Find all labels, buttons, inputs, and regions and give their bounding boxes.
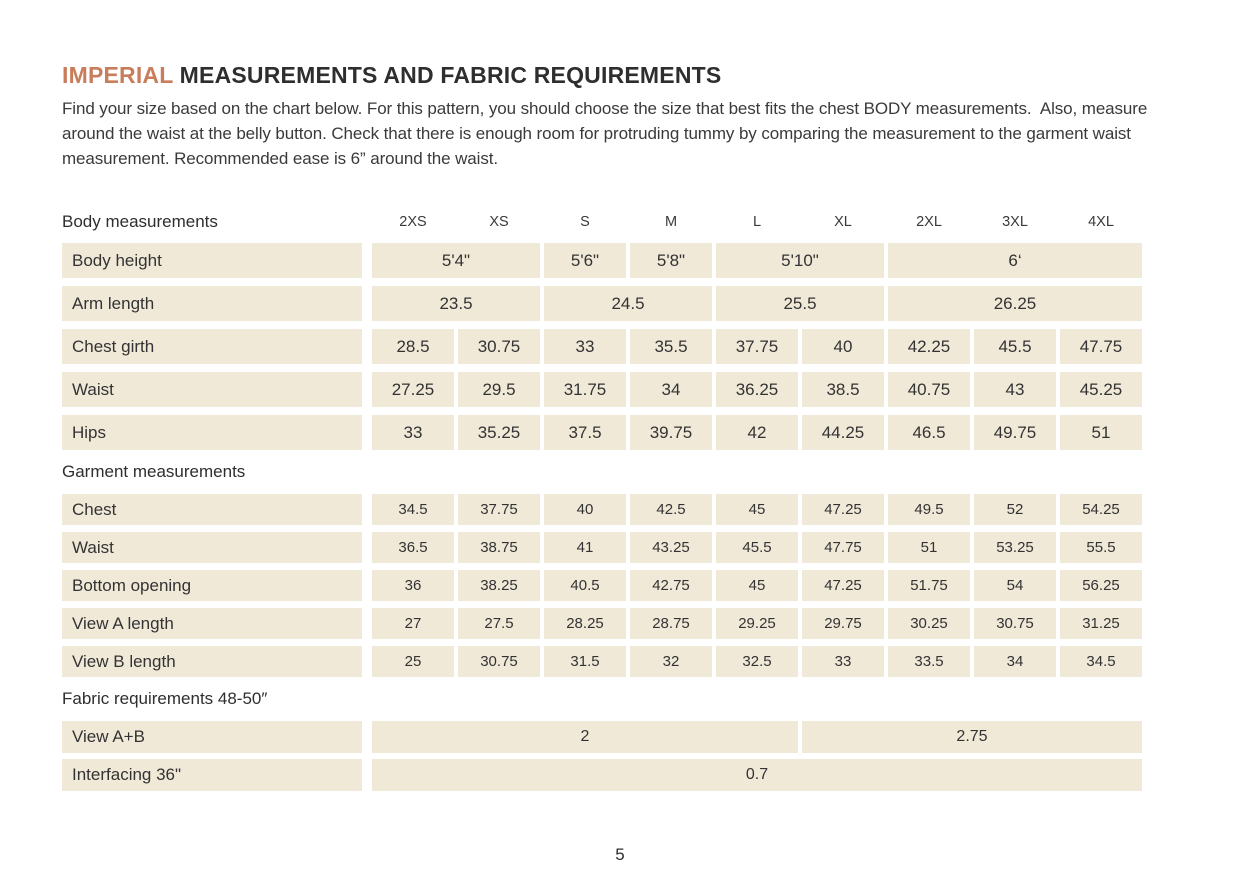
section-title: Fabric requirements 48-50″	[62, 689, 268, 708]
table-cell: 30.75	[974, 608, 1056, 639]
table-cell: 42.75	[630, 570, 712, 601]
table-cell: 28.5	[372, 329, 454, 364]
size-column-header: 3XL	[1002, 214, 1028, 230]
section-title: Garment measurements	[62, 462, 246, 481]
size-column-header: 2XS	[399, 214, 427, 230]
size-column-header: XL	[834, 214, 852, 230]
table-row	[62, 570, 1142, 601]
table-cell: 55.5	[1060, 532, 1142, 563]
table-cell: 43	[974, 372, 1056, 407]
table-cell: 37.75	[458, 494, 540, 525]
table-cell: 56.25	[1060, 570, 1142, 601]
table-cell: 27.5	[458, 608, 540, 639]
table-cell: 30.75	[458, 646, 540, 677]
table-cell: 28.75	[630, 608, 712, 639]
table-cell: 36.5	[372, 532, 454, 563]
table-cell: 45	[716, 570, 798, 601]
row-label: Interfacing 36"	[62, 759, 362, 791]
row-label: Waist	[62, 372, 362, 407]
table-cell: 38.5	[802, 372, 884, 407]
table-row	[62, 532, 1142, 563]
size-column-header: S	[580, 214, 590, 230]
table-row	[62, 759, 1142, 791]
table-cell: 45.5	[716, 532, 798, 563]
table-row	[62, 608, 1142, 639]
table-cell: 44.25	[802, 415, 884, 450]
table-cell: 32.5	[716, 646, 798, 677]
table-cell: 23.5	[372, 286, 540, 321]
table-row	[62, 494, 1142, 525]
table-cell: 27.25	[372, 372, 454, 407]
table-cell: 52	[974, 494, 1056, 525]
table-cell: 29.75	[802, 608, 884, 639]
table-cell: 40.5	[544, 570, 626, 601]
table-cell: 25	[372, 646, 454, 677]
column-header-label: Body measurements	[62, 212, 218, 231]
table-cell: 28.25	[544, 608, 626, 639]
table-cell: 38.75	[458, 532, 540, 563]
size-column-header: L	[752, 214, 762, 230]
table-cell: 31.75	[544, 372, 626, 407]
table-cell: 40	[802, 329, 884, 364]
table-cell: 26.25	[888, 286, 1142, 321]
table-cell: 42	[716, 415, 798, 450]
table-cell: 5'10"	[716, 243, 884, 278]
table-cell: 45.5	[974, 329, 1056, 364]
row-label: View B length	[62, 646, 362, 677]
row-label: Waist	[62, 532, 362, 563]
table-cell: 40	[544, 494, 626, 525]
row-label: Arm length	[62, 286, 362, 321]
table-cell: 45	[716, 494, 798, 525]
table-cell: 27	[372, 608, 454, 639]
table-cell: 5'8"	[630, 243, 712, 278]
table-cell: 49.5	[888, 494, 970, 525]
table-cell: 47.25	[802, 570, 884, 601]
title-accent: IMPERIAL	[62, 62, 174, 88]
table-cell: 51	[1060, 415, 1142, 450]
table-cell: 33	[544, 329, 626, 364]
table-cell: 45.25	[1060, 372, 1142, 407]
table-row	[62, 372, 1142, 407]
size-chart	[62, 209, 1142, 791]
table-cell: 47.25	[802, 494, 884, 525]
table-cell: 0.7	[372, 759, 1142, 791]
table-cell: 29.25	[716, 608, 798, 639]
table-cell: 51.75	[888, 570, 970, 601]
table-cell: 5'4"	[372, 243, 540, 278]
table-cell: 46.5	[888, 415, 970, 450]
table-cell: 42.25	[888, 329, 970, 364]
row-label: View A+B	[62, 721, 362, 753]
table-cell: 35.25	[458, 415, 540, 450]
table-cell: 30.75	[458, 329, 540, 364]
size-column-header: 4XL	[1088, 214, 1114, 230]
size-column-header: XS	[489, 214, 509, 230]
intro-paragraph: Find your size based on the chart below. For this pattern, you should choose the size that best fits the chest BODY measurements. Also, measure around the waist at the belly button. Check that there is enough room for protruding tummy by comparing the measurement to the garment waist measurement. Recommended ease is 6” around the waist.	[62, 99, 1152, 168]
row-label: Hips	[62, 415, 362, 450]
size-column-header: 2XL	[916, 214, 942, 230]
table-cell: 34	[974, 646, 1056, 677]
row-label: View A length	[62, 608, 362, 639]
table-cell: 40.75	[888, 372, 970, 407]
table-cell: 6‘	[888, 243, 1142, 278]
table-cell: 2	[372, 721, 798, 753]
row-label: Body height	[62, 243, 362, 278]
table-cell: 54	[974, 570, 1056, 601]
table-cell: 2.75	[802, 721, 1142, 753]
size-column-header: M	[664, 214, 678, 230]
table-cell: 51	[888, 532, 970, 563]
row-label: Bottom opening	[62, 570, 362, 601]
page-title	[62, 62, 1178, 89]
table-cell: 29.5	[458, 372, 540, 407]
title-rest: MEASUREMENTS AND FABRIC REQUIREMENTS	[179, 62, 722, 88]
table-cell: 24.5	[544, 286, 712, 321]
table-cell: 53.25	[974, 532, 1056, 563]
table-cell: 34	[630, 372, 712, 407]
table-cell: 33	[372, 415, 454, 450]
table-row	[62, 329, 1142, 364]
table-cell: 54.25	[1060, 494, 1142, 525]
table-cell: 43.25	[630, 532, 712, 563]
table-cell: 34.5	[372, 494, 454, 525]
row-label: Chest girth	[62, 329, 362, 364]
page-number: 5	[615, 845, 625, 864]
table-row	[62, 646, 1142, 677]
table-cell: 31.25	[1060, 608, 1142, 639]
table-cell: 38.25	[458, 570, 540, 601]
table-cell: 25.5	[716, 286, 884, 321]
table-cell: 5'6"	[544, 243, 626, 278]
table-cell: 33	[802, 646, 884, 677]
table-cell: 32	[630, 646, 712, 677]
table-cell: 36.25	[716, 372, 798, 407]
table-row	[62, 286, 1142, 321]
table-cell: 31.5	[544, 646, 626, 677]
table-cell: 47.75	[802, 532, 884, 563]
table-cell: 35.5	[630, 329, 712, 364]
table-row	[62, 415, 1142, 450]
table-cell: 47.75	[1060, 329, 1142, 364]
table-cell: 30.25	[888, 608, 970, 639]
table-cell: 42.5	[630, 494, 712, 525]
table-header-row	[62, 209, 1142, 235]
table-cell: 36	[372, 570, 454, 601]
table-cell: 37.5	[544, 415, 626, 450]
row-label: Chest	[62, 494, 362, 525]
table-cell: 39.75	[630, 415, 712, 450]
table-cell: 34.5	[1060, 646, 1142, 677]
table-row	[62, 243, 1142, 278]
table-cell: 33.5	[888, 646, 970, 677]
table-cell: 41	[544, 532, 626, 563]
table-row	[62, 721, 1142, 753]
table-cell: 49.75	[974, 415, 1056, 450]
table-cell: 37.75	[716, 329, 798, 364]
